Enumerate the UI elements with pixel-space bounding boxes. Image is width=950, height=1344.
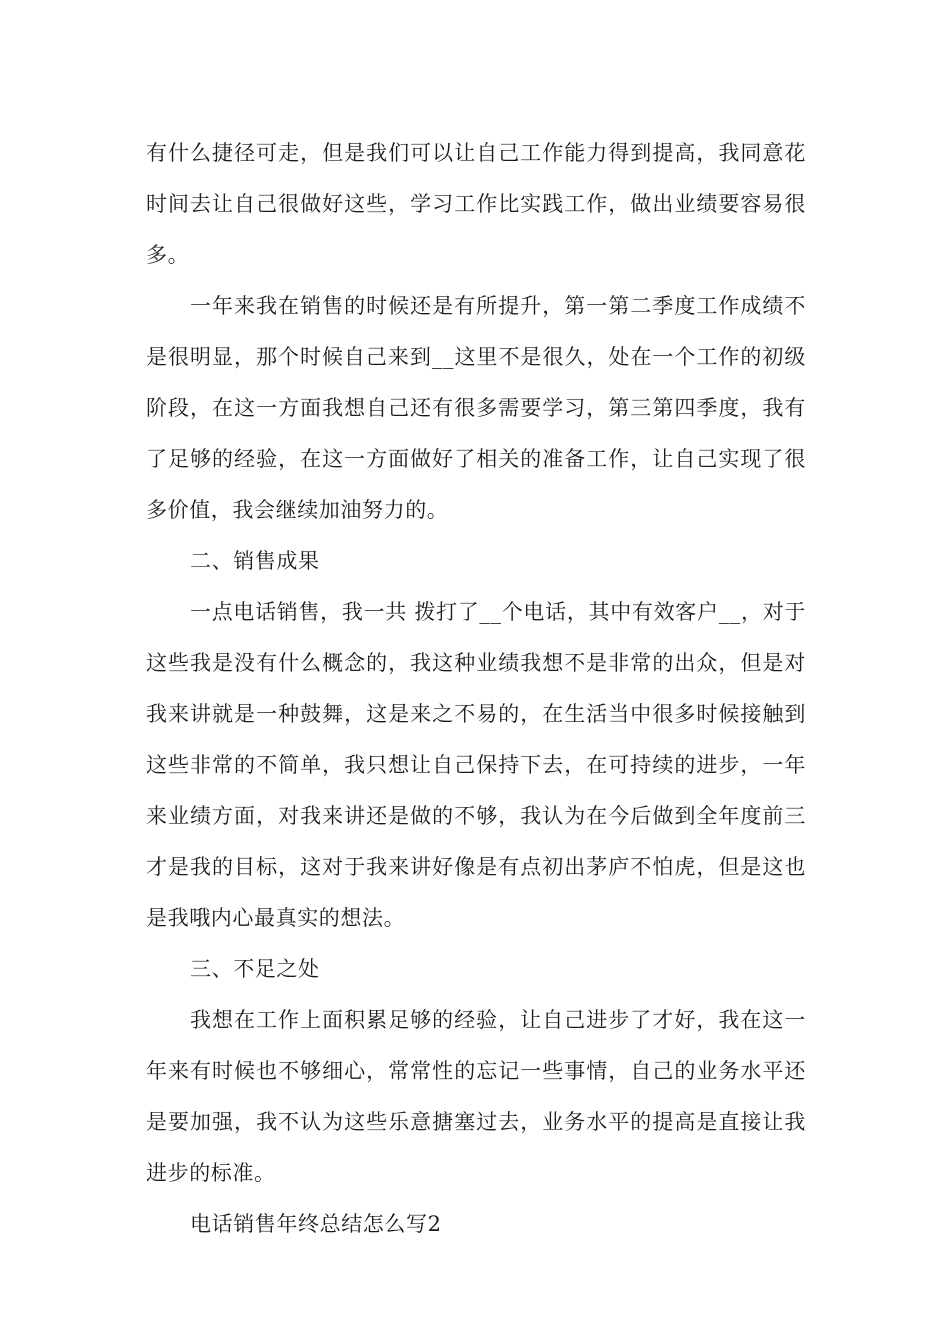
paragraph-shortcomings: 我想在工作上面积累足够的经验，让自己进步了才好，我在这一年来有时候也不够细心，常常性的忘记一些事情，自己的业务水平还是要加强，我不认为这些乐意搪塞过去，业务水平的提高是直接让我进步的标准。: [146, 1008, 806, 1185]
document-page: [146, 128, 806, 1250]
next-article-title: 电话销售年终总结怎么写2: [190, 1212, 442, 1236]
paragraph-sales-results: 一点电话销售，我一共 拨打了__个电话，其中有效客户__，对于这些我是没有什么概念的，我这种业绩我想不是非常的出众，但是对我来讲就是一种鼓舞，这是来之不易的，在生活当中很多时候接触到这些非常的不简单，我只想让自己保持下去，在可持续的进步，一年来业绩方面，对我来讲还是做的不够，我认为在今后做到全年度前三才是我的目标，这对于我来讲好像是有点初出茅庐不怕虎，但是这也是我哦内心最真实的想法。: [146, 600, 806, 930]
section-heading-sales-results: 二、销售成果: [190, 549, 320, 573]
section-heading-shortcomings: 三、不足之处: [190, 957, 320, 981]
paragraph-continuation: 有什么捷径可走，但是我们可以让自己工作能力得到提高，我同意花时间去让自己很做好这些，学习工作比实践工作，做出业绩要容易很多。: [146, 141, 806, 267]
paragraph-sales-progress: 一年来我在销售的时候还是有所提升，第一第二季度工作成绩不是很明显，那个时候自己来到__这里不是很久，处在一个工作的初级阶段，在这一方面我想自己还有很多需要学习，第三第四季度，我有了足够的经验，在这一方面做好了相关的准备工作，让自己实现了很多价值，我会继续加油努力的。: [146, 294, 806, 522]
